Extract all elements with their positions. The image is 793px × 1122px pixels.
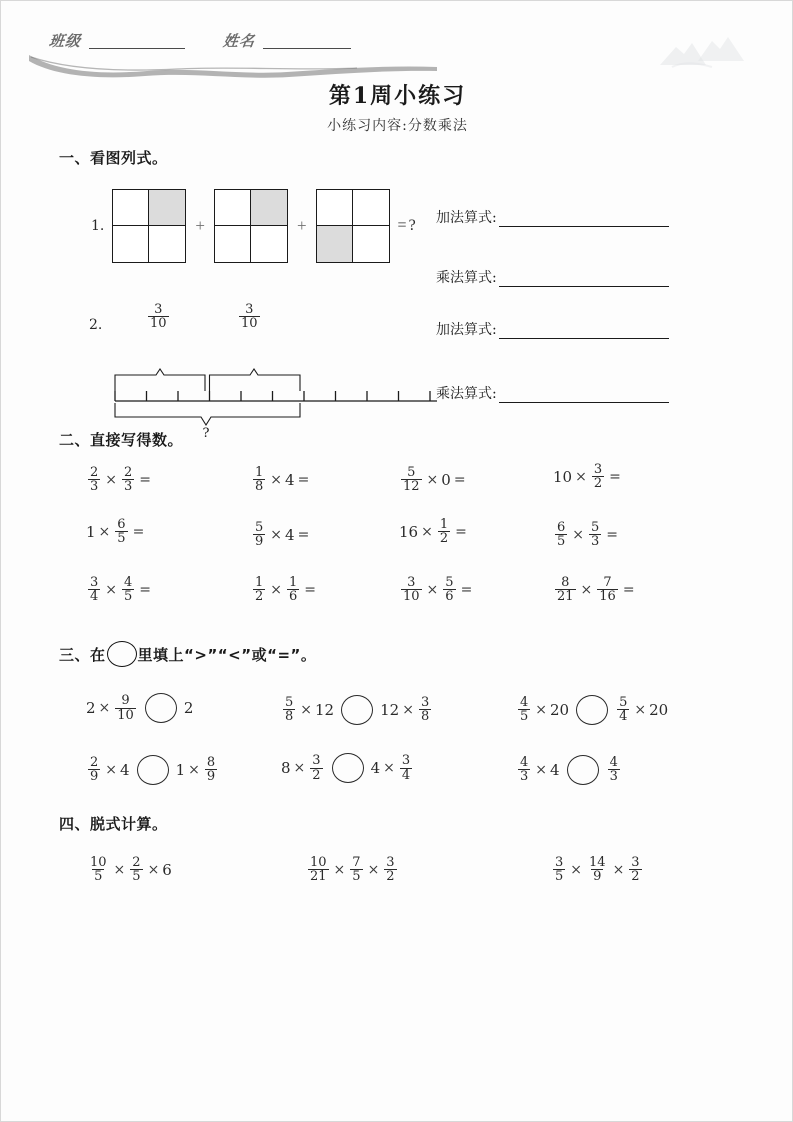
math-number: 2 [183, 699, 194, 717]
problem-1-multiplication-answer [436, 267, 669, 287]
grid-cell [113, 190, 149, 226]
fraction [553, 856, 565, 884]
fraction-denominator: 2 [386, 869, 395, 885]
section-2-heading: 二、直接写得数。 [59, 431, 184, 449]
math-number: 8 [281, 759, 291, 777]
fraction-denominator: 5 [555, 869, 564, 885]
fraction-numerator: 14 [589, 855, 606, 870]
math-operator: × [105, 471, 118, 488]
addition-formula-label: 加法算式: [436, 210, 497, 226]
fraction [115, 518, 127, 546]
fraction-denominator: 21 [557, 589, 574, 605]
fraction-numerator: 5 [285, 695, 294, 710]
math-number: 10 [553, 467, 573, 486]
exercise-item[interactable] [86, 853, 172, 884]
comparison-circle-blank[interactable] [576, 695, 608, 725]
grid-cell [113, 226, 149, 262]
math-operator: = [297, 471, 310, 488]
fraction-numerator: 2 [90, 465, 99, 480]
fraction-numerator: 2 [132, 855, 141, 870]
fraction-denominator: 3 [124, 479, 133, 495]
section-1-heading: 一、看图列式。 [59, 149, 168, 167]
exercise-item[interactable] [553, 573, 638, 604]
math-expression [516, 755, 622, 785]
fraction-denominator: 8 [285, 709, 294, 725]
math-operator: × [426, 471, 439, 488]
exercise-item[interactable] [399, 463, 469, 494]
math-operator: × [426, 581, 439, 598]
problem-1-figure [91, 189, 416, 263]
addition-answer-line[interactable] [499, 324, 669, 339]
math-operator: × [270, 581, 283, 598]
multiplication-answer-line[interactable] [499, 272, 669, 287]
problem-1-addition-answer [436, 207, 669, 227]
brush-stroke-decoration [27, 45, 447, 79]
fraction [438, 518, 450, 546]
math-expression [281, 753, 414, 783]
math-number: 1 [86, 522, 96, 541]
math-expression [86, 518, 147, 546]
exercise-item[interactable] [551, 853, 644, 884]
fraction-numerator: 3 [401, 753, 411, 769]
math-operator: × [300, 701, 313, 718]
fraction-denominator: 5 [94, 869, 103, 885]
plus-operator: + [296, 216, 307, 235]
fraction [308, 856, 329, 884]
fraction-numerator: 3 [386, 855, 395, 870]
math-operator: × [402, 701, 414, 718]
fraction-numerator: 1 [439, 517, 449, 532]
comparison-circle-blank[interactable] [145, 693, 177, 723]
math-expression [86, 856, 172, 884]
math-expression [306, 856, 399, 884]
problem-2-addition-answer [436, 319, 669, 339]
name-label: 姓名 [222, 34, 256, 50]
fraction-numerator: 3 [420, 695, 430, 710]
math-expression [86, 466, 154, 494]
class-input-line[interactable] [89, 48, 185, 49]
comparison-circle-blank[interactable] [341, 695, 373, 725]
math-operator: × [634, 701, 647, 718]
fraction [419, 696, 431, 724]
fraction-numerator: 4 [520, 755, 529, 770]
fraction-numerator: 4 [609, 755, 618, 770]
comparison-circle-blank[interactable] [332, 753, 364, 783]
math-operator: × [535, 701, 548, 718]
fraction-denominator: 2 [312, 767, 321, 783]
fraction [518, 696, 530, 724]
fraction-denominator: 5 [132, 869, 141, 885]
exercise-item[interactable] [281, 693, 433, 725]
fraction-denominator: 10 [403, 589, 420, 605]
fraction-denominator: 5 [117, 531, 126, 547]
fraction-numerator: 1 [255, 575, 264, 590]
fraction [350, 856, 362, 884]
math-operator: × [367, 861, 380, 878]
fraction [592, 463, 604, 491]
brace-label-1: $\frac{3}{10}$ [150, 302, 167, 332]
fraction-denominator: 4 [90, 589, 99, 605]
fraction-numerator: 5 [255, 520, 264, 535]
exercise-item[interactable] [516, 693, 668, 725]
grid-cell [149, 226, 185, 262]
fraction-denominator: 4 [619, 709, 628, 725]
exercise-item[interactable] [306, 853, 399, 884]
grid-cell [353, 190, 389, 226]
fraction-numerator: 4 [124, 575, 133, 590]
shaded-grid-3 [316, 189, 390, 263]
math-operator: = [453, 471, 466, 488]
fraction-denominator: 5 [352, 869, 361, 885]
class-label: 班级 [48, 34, 82, 50]
math-operator: = [460, 581, 473, 598]
fraction-denominator: 9 [90, 769, 99, 785]
fraction-denominator: 3 [609, 769, 618, 785]
fraction [253, 576, 265, 604]
fraction [88, 856, 109, 884]
fraction [597, 576, 618, 604]
exercise-item[interactable] [553, 463, 624, 491]
fraction [122, 576, 134, 604]
fraction [253, 521, 265, 549]
fraction-numerator: 6 [117, 517, 126, 532]
math-operator: × [98, 700, 111, 716]
math-expression [553, 463, 624, 491]
fraction-denominator: 3 [591, 534, 600, 550]
math-number: 4 [120, 760, 130, 779]
fraction [384, 856, 396, 884]
multiplication-answer-line[interactable] [499, 388, 669, 403]
exercise-item[interactable] [86, 753, 219, 785]
fraction-denominator: 5 [124, 589, 133, 605]
math-operator: × [188, 761, 200, 778]
fraction-denominator: 3 [90, 479, 99, 495]
fraction-denominator: 2 [439, 531, 449, 547]
math-operator: × [570, 861, 583, 878]
math-expression [86, 693, 193, 723]
exercise-item[interactable] [399, 573, 475, 604]
fraction-numerator: 10 [90, 855, 107, 870]
math-number: 4 [285, 525, 295, 544]
exercise-item[interactable] [516, 753, 622, 785]
student-info-fields [49, 35, 351, 50]
math-expression [86, 576, 154, 604]
page-header [1, 1, 793, 89]
exercise-item[interactable] [399, 518, 470, 546]
fraction-denominator: 10 [117, 707, 134, 723]
math-number: 4 [285, 470, 295, 489]
fraction [88, 576, 100, 604]
math-operator: × [270, 526, 283, 543]
math-number: 16 [399, 522, 419, 541]
section-3-heading [59, 641, 316, 667]
fraction-denominator: 8 [255, 479, 264, 495]
exercise-item[interactable] [251, 463, 312, 494]
circle-placeholder-icon [107, 641, 137, 667]
fraction-denominator: 9 [206, 769, 216, 785]
math-number: 4 [550, 760, 560, 779]
problem-2-multiplication-answer [436, 383, 669, 403]
fraction-numerator: 1 [255, 465, 264, 480]
grid-cell [251, 226, 287, 262]
grid-cell [215, 226, 251, 262]
math-expression [251, 466, 312, 494]
math-expression [553, 576, 638, 604]
addition-answer-line[interactable] [499, 212, 669, 227]
fraction [400, 754, 412, 782]
math-operator: = [622, 581, 635, 598]
grid-cell-shaded [317, 226, 353, 262]
math-expression [553, 521, 621, 549]
fraction-numerator: 3 [555, 855, 564, 870]
math-number: 6 [162, 860, 172, 879]
fraction-denominator: 16 [599, 589, 616, 605]
shaded-grid-1 [112, 189, 186, 263]
comparison-circle-blank[interactable] [137, 755, 169, 785]
fraction-denominator: 9 [593, 869, 602, 885]
math-operator: × [580, 581, 593, 598]
result-unknown: ? [408, 217, 416, 234]
exercise-item[interactable] [251, 518, 312, 549]
math-operator: = [455, 523, 467, 540]
svg-text:?: ? [202, 426, 210, 437]
fraction [629, 856, 641, 884]
fraction-denominator: 8 [420, 709, 430, 725]
math-operator: × [105, 581, 118, 598]
fraction-denominator: 21 [310, 869, 327, 885]
grid-cell [317, 190, 353, 226]
math-number: 20 [649, 700, 669, 719]
math-operator: × [105, 761, 118, 778]
fraction-numerator: 2 [124, 465, 133, 480]
math-operator: × [98, 523, 111, 540]
grid-cell-shaded [149, 190, 185, 226]
multiplication-formula-label: 乘法算式: [436, 386, 497, 402]
math-expression [251, 521, 312, 549]
math-operator: × [612, 861, 625, 878]
fraction [283, 696, 295, 724]
fraction [310, 754, 322, 782]
fraction-numerator: 10 [310, 855, 327, 870]
multiplication-formula-label: 乘法算式: [436, 270, 497, 286]
fraction [587, 856, 608, 884]
equals-operator: = [397, 217, 407, 234]
fraction-denominator: 2 [593, 476, 603, 492]
fraction-numerator: 3 [312, 753, 321, 769]
math-number: 12 [315, 700, 335, 719]
fraction [287, 576, 299, 604]
section-3-heading-before: 三、在 [59, 645, 106, 664]
fraction [115, 694, 136, 722]
fraction [122, 466, 134, 494]
grid-cell [215, 190, 251, 226]
fraction-numerator: 8 [206, 755, 216, 770]
exercise-item[interactable] [86, 518, 147, 546]
grid-cell [353, 226, 389, 262]
mountain-watermark-icon [654, 29, 750, 71]
fraction-denominator: 3 [520, 769, 529, 785]
fraction-numerator: 9 [121, 693, 130, 709]
fraction-denominator: 6 [289, 589, 298, 605]
math-operator: × [113, 861, 126, 878]
exercise-item[interactable] [251, 573, 319, 604]
fraction-numerator: 4 [520, 695, 529, 710]
exercise-item[interactable] [553, 518, 621, 549]
shaded-grid-2 [214, 189, 288, 263]
math-operator: × [535, 761, 548, 778]
fraction-numerator: 3 [90, 575, 99, 590]
math-operator: = [304, 581, 317, 598]
fraction [130, 856, 142, 884]
math-operator: = [139, 471, 152, 488]
fraction [401, 466, 422, 494]
exercise-item[interactable] [86, 693, 193, 723]
page-title: 第1周小练习 [328, 83, 467, 109]
name-input-line[interactable] [263, 48, 351, 49]
fraction [253, 466, 265, 494]
math-number: 0 [441, 470, 451, 489]
fraction [401, 576, 422, 604]
grid-cell-shaded [251, 190, 287, 226]
fraction-denominator: 4 [401, 767, 411, 783]
math-operator: = [609, 468, 621, 485]
fraction-numerator: 5 [407, 465, 416, 480]
math-operator: = [139, 581, 152, 598]
math-operator: = [132, 523, 145, 540]
math-expression [551, 856, 644, 884]
math-expression [86, 755, 219, 785]
page-subtitle: 小练习内容:分数乘法 [327, 118, 468, 134]
fraction-denominator: 5 [557, 534, 566, 550]
fraction-numerator: 6 [557, 520, 566, 535]
math-expression [251, 576, 319, 604]
fraction [88, 466, 100, 494]
fraction-denominator: 9 [255, 534, 264, 550]
fraction-numerator: 3 [593, 462, 603, 477]
math-number: 4 [370, 759, 381, 777]
problem-1-number: 1. [91, 218, 105, 234]
fraction [608, 756, 620, 784]
fraction [555, 576, 576, 604]
number-line-graphic [111, 345, 441, 437]
math-operator: × [333, 861, 346, 878]
fraction-numerator: 2 [90, 755, 99, 770]
math-expression [399, 576, 475, 604]
fraction-numerator: 5 [619, 695, 628, 710]
math-operator: × [572, 526, 585, 543]
math-expression [516, 695, 668, 725]
fraction-numerator: 5 [445, 575, 454, 590]
exercise-item[interactable] [281, 753, 414, 783]
math-operator: × [147, 861, 160, 878]
fraction-numerator: 3 [407, 575, 416, 590]
problem-2-number: 2. [89, 317, 103, 333]
math-operator: × [421, 523, 433, 540]
fraction [617, 696, 629, 724]
math-operator: × [575, 468, 587, 485]
section-3-heading-after: 里填上“>”“<”或“=”。 [137, 645, 317, 664]
fraction-numerator: 7 [352, 855, 361, 870]
math-number: 1 [175, 760, 186, 779]
fraction-numerator: 7 [603, 575, 612, 590]
fraction-denominator: 2 [631, 869, 640, 885]
math-expression [399, 466, 469, 494]
addition-formula-label: 加法算式: [436, 322, 497, 338]
math-number: 20 [550, 700, 570, 719]
fraction-numerator: 8 [561, 575, 570, 590]
plus-operator: + [195, 216, 205, 235]
math-expression [281, 695, 433, 725]
fraction [443, 576, 455, 604]
fraction-denominator: 2 [255, 589, 264, 605]
fraction [518, 756, 530, 784]
math-operator: × [383, 760, 395, 776]
fraction-numerator: 5 [591, 520, 600, 535]
fraction-numerator: 3 [631, 855, 640, 870]
fraction [88, 756, 100, 784]
math-number: 12 [380, 700, 400, 719]
fraction [555, 521, 567, 549]
math-expression [399, 518, 470, 546]
math-operator: × [270, 471, 283, 488]
fraction [589, 521, 601, 549]
math-operator: = [606, 526, 619, 543]
comparison-circle-blank[interactable] [567, 755, 599, 785]
fraction-denominator: 12 [403, 479, 420, 495]
exercise-item[interactable] [86, 463, 154, 494]
math-operator: × [293, 760, 306, 776]
brace-label-2: $\frac{3}{10}$ [241, 302, 258, 332]
exercise-item[interactable] [86, 573, 154, 604]
fraction-numerator: 1 [289, 575, 298, 590]
fraction-denominator: 6 [445, 589, 454, 605]
fraction [205, 756, 217, 784]
section-4-heading: 四、脱式计算。 [59, 815, 168, 833]
math-number: 2 [86, 699, 96, 717]
fraction-denominator: 5 [520, 709, 529, 725]
math-operator: = [297, 526, 310, 543]
